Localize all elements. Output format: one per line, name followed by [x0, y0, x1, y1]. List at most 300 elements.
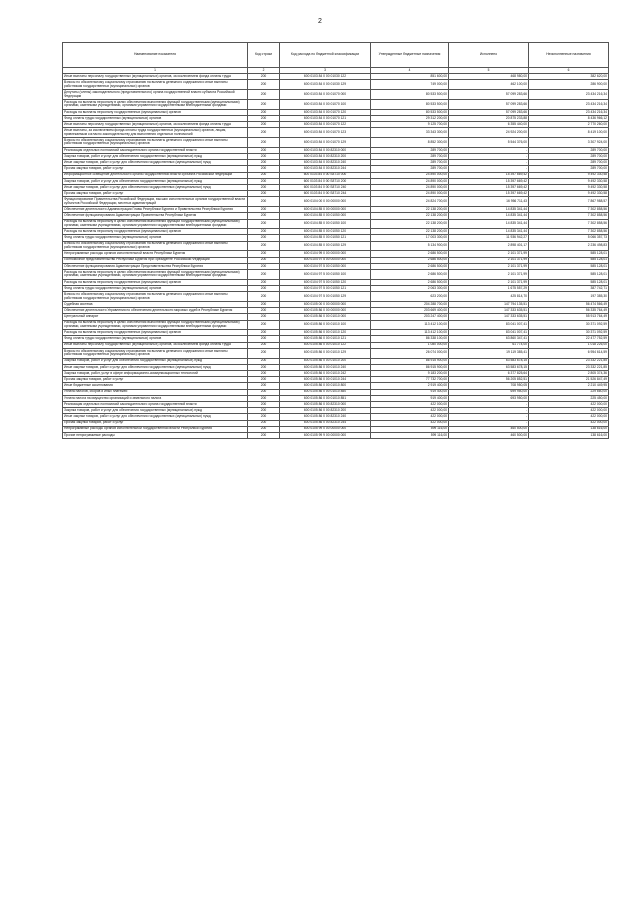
row-approved: 22 138 200,00 — [371, 219, 449, 229]
column-number: 2 — [248, 67, 280, 74]
row-line-code: 200 — [248, 172, 280, 178]
budget-execution-table — [62, 42, 609, 439]
row-approved: 203 247 400,00 — [371, 314, 449, 320]
row-remaining: 30 371 092,59 — [529, 330, 609, 336]
row-line-code: 200 — [248, 377, 280, 383]
row-budget-code: 600 0104 85 0 00 01050 000 — [280, 213, 371, 219]
row-executed: 147 333 635,51 — [449, 308, 529, 314]
row-line-code: 200 — [248, 90, 280, 100]
row-budget-code: 600 0105 86 0 00 82310 244 — [280, 420, 371, 426]
row-line-code: 200 — [248, 270, 280, 280]
row-name: Закупка товаров, работ и услуг для обеспечения государственных (муниципальных) нужд — [63, 358, 248, 364]
row-name: Иные закупки товаров, работ и услуг для обеспечения государственных (муниципальных) нужд — [63, 160, 248, 166]
row-approved: 2 686 500,00 — [371, 279, 449, 285]
row-line-code: 200 — [248, 301, 280, 307]
row-approved: 2 686 500,00 — [371, 257, 449, 263]
row-approved: 80 533 500,00 — [371, 109, 449, 115]
row-approved: 77 732 700,00 — [371, 377, 449, 383]
row-budget-code: 600 0105 86 0 00 01010 121 — [280, 336, 371, 342]
row-name: Прочая закупка товаров, работ и услуг — [63, 191, 248, 197]
row-approved: 289 700,00 — [371, 147, 449, 153]
row-executed: 2 101 371,99 — [449, 251, 529, 257]
column-number: 3 — [280, 67, 371, 74]
row-line-code: 200 — [248, 197, 280, 207]
row-name: Расходы на выплаты персоналу государственных (муниципальных) органов — [63, 109, 248, 115]
row-remaining: 7 302 858,56 — [529, 229, 609, 235]
row-executed: 63 583 678,15 — [449, 364, 529, 370]
row-approved: 1 080 000,00 — [371, 342, 449, 348]
row-executed: 147 333 635,51 — [449, 314, 529, 320]
row-budget-code: 600 0103 84 0 00 01030 129 — [280, 80, 371, 90]
row-budget-code: 600 0105 99 9 00 00000 000 — [280, 432, 371, 438]
row-executed: - — [449, 414, 529, 420]
row-name: Взносы по обязательному социальному страхованию на выплаты денежного содержания и иные выплаты работникам государственных (муниципальных) органов — [63, 292, 248, 302]
row-executed: - — [449, 420, 529, 426]
row-approved: 17 003 300,00 — [371, 235, 449, 241]
row-line-code: 200 — [248, 279, 280, 285]
row-budget-code: 600 0105 86 0 00 00000 000 — [280, 308, 371, 314]
row-line-code: 200 — [248, 348, 280, 358]
row-approved: 80 533 500,00 — [371, 90, 449, 100]
row-budget-code: 600 0105 86 0 00 01010 244 — [280, 377, 371, 383]
row-approved: 5 134 900,00 — [371, 241, 449, 251]
header-line-code: Код строки — [248, 43, 280, 68]
row-executed: 14 835 341,44 — [449, 219, 529, 229]
row-approved: 919 400,00 — [371, 389, 449, 395]
row-approved: 86 915 900,00 — [371, 364, 449, 370]
row-remaining: 3 307 924,00 — [529, 138, 609, 148]
row-line-code: 200 — [248, 364, 280, 370]
row-approved: 33 343 300,00 — [371, 128, 449, 138]
row-name: Уплата налогов, сборов и иных платежей — [63, 389, 248, 395]
table-row — [63, 90, 609, 100]
row-line-code: 200 — [248, 432, 280, 438]
row-line-code: 200 — [248, 251, 280, 257]
row-remaining: 21 526 847,49 — [529, 377, 609, 383]
row-executed: 57 099 283,66 — [449, 99, 529, 109]
row-remaining: 30 371 092,59 — [529, 320, 609, 330]
header-approved: Утвержденные бюджетные назначения — [371, 43, 449, 68]
row-name: Центральный аппарат — [63, 314, 248, 320]
row-name: Закупка товаров, работ и услуг для обеспечения государственных (муниципальных) нужд — [63, 154, 248, 160]
header-indicator-name: Наименование показателя — [63, 43, 248, 68]
row-budget-code: 600 0103 84 0 00 01070 123 — [280, 128, 371, 138]
row-name: Обеспечение деятельности Управления по обеспечению деятельности мировых судей в Республике Бурятия — [63, 308, 248, 314]
row-budget-code: 600 0105 86 0 00 01010 100 — [280, 320, 371, 330]
row-executed: 16 956 711,43 — [449, 197, 529, 207]
row-line-code: 200 — [248, 371, 280, 377]
row-line-code: 200 — [248, 314, 280, 320]
row-remaining: 422 000,00 — [529, 420, 609, 426]
row-executed: 63 860 347,41 — [449, 336, 529, 342]
row-line-code: 200 — [248, 263, 280, 269]
row-executed: 57 099 283,66 — [449, 109, 529, 115]
row-remaining: 387 742,71 — [529, 285, 609, 291]
row-name: Взносы по обязательному социальному страхованию на выплаты денежного содержания и иные выплаты работникам государственных (муниципальных) органов — [63, 241, 248, 251]
row-remaining: 382 620,00 — [529, 74, 609, 80]
row-remaining: 289 700,00 — [529, 147, 609, 153]
row-executed: - — [449, 408, 529, 414]
row-budget-code: 600 0105 86 0 00 01010 850 — [280, 389, 371, 395]
row-approved: 26 074 000,00 — [371, 348, 449, 358]
row-executed: 14 835 341,44 — [449, 207, 529, 213]
row-approved: 86 915 900,00 — [371, 358, 449, 364]
row-approved: 2 686 500,00 — [371, 251, 449, 257]
row-line-code: 200 — [248, 336, 280, 342]
row-budget-code: 600 0105 86 0 00 01010 242 — [280, 371, 371, 377]
row-budget-code: 600 0104 85 0 00 01050 129 — [280, 241, 371, 251]
row-line-code: 200 — [248, 178, 280, 184]
row-executed: 14 835 341,44 — [449, 213, 529, 219]
table-row — [63, 219, 609, 229]
row-remaining: 8 436 966,12 — [529, 115, 609, 121]
row-approved: 919 400,00 — [371, 395, 449, 401]
row-name: Иные выплаты персоналу государственных (муниципальных) органов, за исключением фонда оплаты труда — [63, 122, 248, 128]
row-budget-code: 600 0104 85 0 00 01050 100 — [280, 219, 371, 229]
row-remaining: 422 000,00 — [529, 414, 609, 420]
header-budget-code: Код расхода по бюджетной классификации — [280, 43, 371, 68]
row-approved: 8 852 300,00 — [371, 138, 449, 148]
table-row — [63, 80, 609, 90]
row-executed: 693 950,00 — [449, 395, 529, 401]
row-executed: - — [449, 166, 529, 172]
table-row — [63, 320, 609, 330]
row-name: Реализация отдельных полномочий законодательного органа государственной власти — [63, 401, 248, 407]
row-approved: 22 138 200,00 — [371, 207, 449, 213]
table-row — [63, 432, 609, 438]
table-row — [63, 138, 609, 148]
column-number-row — [63, 67, 609, 74]
row-executed: 20 875 233,88 — [449, 115, 529, 121]
row-name: Функционирование Правительства Российской Федерации, высших исполнительных органов государственной власти субъектов Российской Федерации, местных администраций — [63, 197, 248, 207]
row-line-code: 200 — [248, 154, 280, 160]
row-line-code: 200 — [248, 292, 280, 302]
row-approved: 24 824 700,00 — [371, 197, 449, 207]
row-approved: 80 533 500,00 — [371, 99, 449, 109]
row-remaining: 197 385,30 — [529, 292, 609, 302]
column-number: 5 — [449, 67, 529, 74]
row-line-code: 200 — [248, 213, 280, 219]
row-approved: 22 138 200,00 — [371, 229, 449, 235]
table-row — [63, 128, 609, 138]
row-budget-code: 600 0104 85 0 00 00000 000 — [280, 207, 371, 213]
column-number: 6 — [529, 67, 609, 74]
row-executed: 11 936 942,27 — [449, 235, 529, 241]
row-budget-code: 600 0104 97 5 00 01050 100 — [280, 270, 371, 280]
row-budget-code: 600 0103 84 0 00 S8710 200 — [280, 178, 371, 184]
row-name: Фонд оплаты труда государственных (муниципальных) органов — [63, 336, 248, 342]
row-name: Иные закупки товаров, работ и услуг для обеспечения государственных (муниципальных) нужд — [63, 184, 248, 190]
row-name: Расходы на выплаты персоналу в целях обеспечения выполнения функций государственными (муниципальными) органами, казенными учреждениями, органами управления государственными внебюджетными фондами — [63, 99, 248, 109]
row-executed: 2 101 371,99 — [449, 257, 529, 263]
row-approved: 113 412 100,00 — [371, 320, 449, 330]
row-line-code: 200 — [248, 115, 280, 121]
row-approved: 422 000,00 — [371, 420, 449, 426]
row-name: Прочая закупка товаров, работ и услуг — [63, 166, 248, 172]
row-budget-code: 600 0105 86 0 00 82310 240 — [280, 414, 371, 420]
row-remaining: 56 335 764,49 — [529, 308, 609, 314]
row-remaining: 2 770 260,00 — [529, 122, 609, 128]
row-approved: 422 000,00 — [371, 401, 449, 407]
row-name: Непрограммные расходы органов исполнительной государственной власти Республики Бурятия — [63, 426, 248, 432]
row-name: Прочая закупка товаров, работ и услуг — [63, 377, 248, 383]
row-name: Обеспечение деятельности Администрации Главы Республики Бурятия и Правительства Республики Бурятия — [63, 207, 248, 213]
row-remaining: 225 450,00 — [529, 395, 609, 401]
row-line-code: 200 — [248, 160, 280, 166]
row-approved: 24 890 000,00 — [371, 191, 449, 197]
row-budget-code: 600 0104 85 0 00 01050 121 — [280, 235, 371, 241]
row-line-code: 200 — [248, 99, 280, 109]
row-executed: 460 500,00 — [449, 432, 529, 438]
row-approved: 599 116,00 — [371, 432, 449, 438]
row-budget-code: 600 0103 84 0 00 01030 122 — [280, 74, 371, 80]
column-number: 4 — [371, 67, 449, 74]
row-line-code: 200 — [248, 389, 280, 395]
row-budget-code: 600 0105 86 0 00 01010 000 — [280, 314, 371, 320]
row-executed: 2 101 371,99 — [449, 279, 529, 285]
row-budget-code: 600 0103 84 0 00 01070 000 — [280, 90, 371, 100]
row-name: Иные закупки товаров, работ и услуг для обеспечения государственных (муниципальных) нужд — [63, 414, 248, 420]
row-remaining: 585 128,01 — [529, 263, 609, 269]
row-name: Расходы на выплаты персоналу в целях обеспечения выполнения функций государственными (муниципальными) органами, казенными учреждениями, органами управления государственными внебюджетными фондами — [63, 219, 248, 229]
row-budget-code: 600 0105 86 0 00 01010 800 — [280, 383, 371, 389]
row-approved: 9 125 700,00 — [371, 122, 449, 128]
row-name: Фонд оплаты труда государственных (муниципальных) органов — [63, 285, 248, 291]
row-approved: 22 138 200,00 — [371, 213, 449, 219]
table-row — [63, 270, 609, 280]
row-line-code: 200 — [248, 401, 280, 407]
row-budget-code: 600 0105 86 0 00 01010 240 — [280, 364, 371, 370]
row-remaining: 2 805 374,36 — [529, 371, 609, 377]
row-name: Уплата налога на имущество организаций и земельного налога — [63, 395, 248, 401]
row-budget-code: 600 0103 84 0 00 82310 000 — [280, 147, 371, 153]
row-budget-code: 600 0105 86 0 00 01010 120 — [280, 330, 371, 336]
row-remaining: 23 434 216,34 — [529, 109, 609, 115]
row-name: Прочие непрограммные расходы — [63, 432, 248, 438]
row-budget-code: 600 0103 84 0 00 S8710 000 — [280, 172, 371, 178]
row-executed: 15 397 669,42 — [449, 191, 529, 197]
row-budget-code: 600 0104 99 0 00 00000 000 — [280, 251, 371, 257]
row-remaining: 7 867 988,57 — [529, 197, 609, 207]
row-name: Непрограммные расходы органов исполнительной власти Республики Бурятия — [63, 251, 248, 257]
table-row — [63, 348, 609, 358]
row-line-code: 200 — [248, 308, 280, 314]
row-remaining: 55 913 764,49 — [529, 314, 609, 320]
row-budget-code: 600 0103 84 0 00 82310 200 — [280, 154, 371, 160]
row-executed: 15 397 669,42 — [449, 184, 529, 190]
row-approved: 24 890 000,00 — [371, 178, 449, 184]
row-budget-code: 600 0104 85 0 00 01050 120 — [280, 229, 371, 235]
row-line-code: 200 — [248, 383, 280, 389]
row-approved: 204 288 700,00 — [371, 301, 449, 307]
row-budget-code: 600 0105 86 0 00 01010 851 — [280, 395, 371, 401]
table-row — [63, 99, 609, 109]
row-executed: 6 377 825,64 — [449, 371, 529, 377]
row-remaining: 585 128,01 — [529, 257, 609, 263]
row-executed: 24 924 200,00 — [449, 128, 529, 138]
row-approved: 422 000,00 — [371, 408, 449, 414]
row-remaining: 9 492 330,58 — [529, 172, 609, 178]
row-executed: - — [449, 160, 529, 166]
row-remaining: 7 302 858,56 — [529, 213, 609, 219]
row-remaining: 5 066 357,73 — [529, 235, 609, 241]
row-remaining: 8 419 100,00 — [529, 128, 609, 138]
row-name: Взносы по обязательному социальному страхованию на выплаты денежного содержания и иные выплаты работникам государственных (муниципальных) органов — [63, 80, 248, 90]
row-name: Иные закупки товаров, работ и услуг для обеспечения государственных (муниципальных) нужд — [63, 364, 248, 370]
row-executed: 147 794 135,51 — [449, 301, 529, 307]
row-name: Полномочное представительство Республики Бурятия при Президенте Российской Федерации — [63, 257, 248, 263]
row-executed: - — [449, 147, 529, 153]
row-line-code: 200 — [248, 184, 280, 190]
row-executed: 15 397 669,42 — [449, 178, 529, 184]
row-executed: 425 814,70 — [449, 292, 529, 302]
row-line-code: 200 — [248, 395, 280, 401]
row-line-code: 200 — [248, 138, 280, 148]
row-name: Обеспечение функционирования Администрации Правительства Республики Бурятия — [63, 213, 248, 219]
row-remaining: 138 616,00 — [529, 432, 609, 438]
row-budget-code: 600 0103 84 0 00 01070 122 — [280, 122, 371, 128]
row-executed: 19 119 385,41 — [449, 348, 529, 358]
row-budget-code: 600 0103 84 0 00 01070 120 — [280, 109, 371, 115]
row-line-code: 200 — [248, 109, 280, 115]
row-budget-code: 600 0105 99 0 00 00000 000 — [280, 426, 371, 432]
row-name: Расходы на выплаты персоналу в целях обеспечения выполнения функций государственными (муниципальными) органами, казенными учреждениями, органами управления государственными внебюджетными фондами — [63, 320, 248, 330]
row-executed: - — [449, 401, 529, 407]
row-approved: 203 669 400,00 — [371, 308, 449, 314]
row-executed: 468 980,00 — [449, 74, 529, 80]
row-line-code: 200 — [248, 166, 280, 172]
row-budget-code: 600 0104 97 5 00 01050 120 — [280, 279, 371, 285]
row-line-code: 200 — [248, 128, 280, 138]
row-remaining: 7 302 858,56 — [529, 219, 609, 229]
row-name: Расходы на выплаты персоналу государственных (муниципальных) органов — [63, 330, 248, 336]
row-budget-code: 600 0103 84 0 00 01070 129 — [280, 138, 371, 148]
row-approved: 2 686 500,00 — [371, 270, 449, 280]
row-remaining: 422 000,00 — [529, 401, 609, 407]
row-executed: 2 101 371,99 — [449, 270, 529, 280]
row-executed: 63 583 678,15 — [449, 358, 529, 364]
row-name: Судебная система — [63, 301, 248, 307]
row-budget-code: 600 0104 97 5 00 01050 129 — [280, 292, 371, 302]
row-remaining: 56 474 566,49 — [529, 301, 609, 307]
row-name: Взносы по обязательному социальному страхованию на выплаты денежного содержания и иные выплаты работникам государственных (муниципальных) органов — [63, 138, 248, 148]
row-name: Иные выплаты, за исключением фонда оплаты труда государственных (муниципальных) органов, лицам, привлекаемым согласно законодательству для выполнения отдельных полномочий — [63, 128, 248, 138]
row-approved: 289 700,00 — [371, 160, 449, 166]
row-approved: 9 183 200,00 — [371, 371, 449, 377]
row-line-code: 200 — [248, 420, 280, 426]
page-number: 2 — [318, 18, 322, 25]
row-approved: 289 700,00 — [371, 154, 449, 160]
row-remaining: 585 128,01 — [529, 279, 609, 285]
row-name: Взносы по обязательному социальному страхованию на выплаты денежного содержания и иные выплаты работникам государственных (муниципальных) органов — [63, 348, 248, 358]
row-line-code: 200 — [248, 219, 280, 229]
row-name: Фонд оплаты труда государственных (муниципальных) органов — [63, 115, 248, 121]
row-approved: 851 600,00 — [371, 74, 449, 80]
row-executed: 14 835 341,44 — [449, 229, 529, 235]
row-approved: 86 338 100,00 — [371, 336, 449, 342]
row-remaining: 289 700,00 — [529, 154, 609, 160]
row-remaining: 9 492 330,58 — [529, 191, 609, 197]
row-approved: 29 312 200,00 — [371, 115, 449, 121]
row-budget-code: 600 0103 84 0 00 82310 240 — [280, 160, 371, 166]
row-name: Расходы на выплаты персоналу государственных (муниципальных) органов — [63, 279, 248, 285]
row-remaining: 9 492 330,58 — [529, 178, 609, 184]
row-line-code: 200 — [248, 207, 280, 213]
row-approved: 24 890 000,00 — [371, 184, 449, 190]
row-line-code: 200 — [248, 257, 280, 263]
row-remaining: 7 302 858,56 — [529, 207, 609, 213]
row-line-code: 200 — [248, 191, 280, 197]
row-name: Информационное освещение деятельности органа государственной власти субъекта Российской Федерации — [63, 172, 248, 178]
row-budget-code: 600 0104 97 5 00 00000 000 — [280, 257, 371, 263]
row-name: Закупка товаров, работ и услуг для обеспечения государственных (муниципальных) нужд — [63, 178, 248, 184]
row-budget-code: 600 0103 84 0 00 01070 121 — [280, 115, 371, 121]
header-executed: Исполнено — [449, 43, 529, 68]
row-approved: 113 412 100,00 — [371, 330, 449, 336]
row-remaining: 9 492 330,58 — [529, 184, 609, 190]
row-line-code: 200 — [248, 235, 280, 241]
row-budget-code: 600 0103 84 0 00 S8710 244 — [280, 191, 371, 197]
row-budget-code: 600 0105 86 0 00 01010 200 — [280, 358, 371, 364]
row-approved: 2 063 300,00 — [371, 285, 449, 291]
row-remaining: 23 332 221,85 — [529, 358, 609, 364]
row-line-code: 200 — [248, 241, 280, 251]
table-body — [63, 74, 609, 439]
row-remaining: 6 954 614,59 — [529, 348, 609, 358]
row-executed: 708 950,05 — [449, 383, 529, 389]
row-executed: 462 100,00 — [449, 80, 529, 90]
table-header-row — [63, 43, 609, 68]
row-line-code: 200 — [248, 122, 280, 128]
row-name: Закупка товаров, работ, услуг в сфере информационно-коммуникационных технологий — [63, 371, 248, 377]
row-line-code: 200 — [248, 414, 280, 420]
table-row — [63, 241, 609, 251]
row-executed: 2 898 401,17 — [449, 241, 529, 251]
row-executed: 6 355 440,00 — [449, 122, 529, 128]
row-executed: 56 205 852,51 — [449, 377, 529, 383]
row-budget-code: 600 0105 86 0 00 82310 000 — [280, 401, 371, 407]
row-budget-code: 600 0103 84 0 00 01070 100 — [280, 99, 371, 109]
row-name: Депутаты (члены) законодательного (представительного) органа государственной власти субъекта Российской Федерации — [63, 90, 248, 100]
row-executed: 460 500,00 — [449, 426, 529, 432]
row-remaining: 23 332 221,85 — [529, 364, 609, 370]
row-line-code: 200 — [248, 408, 280, 414]
row-name: Иные бюджетные ассигнования — [63, 383, 248, 389]
row-line-code: 200 — [248, 320, 280, 330]
row-remaining: 2 236 498,83 — [529, 241, 609, 251]
row-remaining: 289 700,00 — [529, 160, 609, 166]
column-number: 1 — [63, 67, 248, 74]
row-budget-code: 600 0103 84 0 00 S8710 240 — [280, 184, 371, 190]
row-executed: 61 774,00 — [449, 342, 529, 348]
row-line-code: 200 — [248, 426, 280, 432]
row-budget-code: 600 0104 97 5 00 01050 121 — [280, 285, 371, 291]
row-name: Закупка товаров, работ и услуг для обеспечения государственных (муниципальных) нужд — [63, 408, 248, 414]
row-budget-code: 600 0105 86 0 00 01010 122 — [280, 342, 371, 348]
row-approved: 749 000,00 — [371, 80, 449, 90]
row-executed: 15 397 669,42 — [449, 172, 529, 178]
row-approved: 2 919 400,00 — [371, 383, 449, 389]
row-budget-code: 600 0103 84 0 00 82310 244 — [280, 166, 371, 172]
row-remaining: 23 434 216,34 — [529, 90, 609, 100]
row-name: Расходы на выплаты персоналу государственных (муниципальных) органов — [63, 229, 248, 235]
row-line-code: 200 — [248, 342, 280, 348]
row-executed: 5 544 376,00 — [449, 138, 529, 148]
row-remaining: 422 000,00 — [529, 408, 609, 414]
row-budget-code: 600 0105 86 0 00 82310 200 — [280, 408, 371, 414]
row-name: Иные выплаты персоналу государственных (муниципальных) органов, за исключением фонда оплаты труда — [63, 74, 248, 80]
row-remaining: 585 128,01 — [529, 270, 609, 280]
